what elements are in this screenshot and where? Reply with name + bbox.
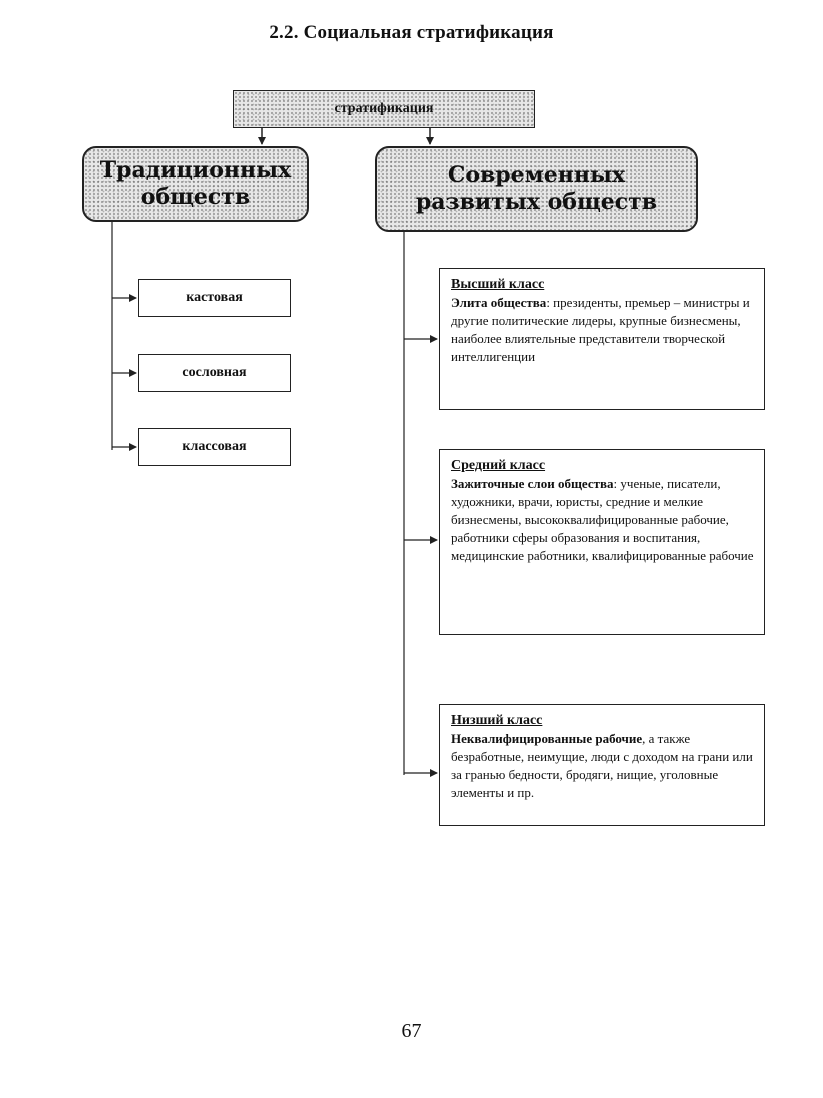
lower-class-text: , а также безработные, неимущие, люди с доходом на грани или за гранью бедности, бродяги, нищие, уголовные элементы и пр. [451,731,753,800]
modern-label-line1: Современных [447,162,626,188]
traditional-societies-node [82,146,309,222]
modern-label-line2: развитых обществ [415,189,658,215]
lower-class-box [439,704,765,826]
middle-class-box [439,449,765,635]
root-label: стратификация [334,101,434,116]
middle-class-text: : ученые, писатели, художники, врачи, юристы, средние и мелкие бизнесмены, высококвалифицированные рабочие, работники сферы образования и воспитания, медицинские работники, квалифицированные рабочие [451,476,754,563]
root-node [233,90,535,128]
middle-class-lead: Зажиточные слои общества [451,476,614,491]
type-estates-node [138,354,291,392]
page-number: 67 [401,1020,422,1042]
type-classes-label: классовая [182,439,247,454]
lower-class-title: Низший класс [451,713,543,728]
type-classes-node [138,428,291,466]
traditional-label-line2: обществ [140,184,251,210]
upper-class-text: : президенты, премьер – министры и другие политические лидеры, крупные бизнесмены, наиболее влиятельные представители творческой интеллигенции [451,295,750,364]
type-castes-label: кастовая [186,290,243,305]
upper-class-title: Высший класс [451,277,545,292]
modern-societies-node [375,146,698,232]
lower-class-lead: Неквалифицированные рабочие [451,731,643,746]
traditional-label-line1: Традиционных [99,157,292,183]
upper-class-box [439,268,765,410]
upper-class-lead: Элита общества [451,295,547,310]
type-castes-node [138,279,291,317]
page-title: 2.2. Социальная стратификация [269,22,554,43]
type-estates-label: сословная [182,365,247,380]
middle-class-title: Средний класс [451,458,546,473]
